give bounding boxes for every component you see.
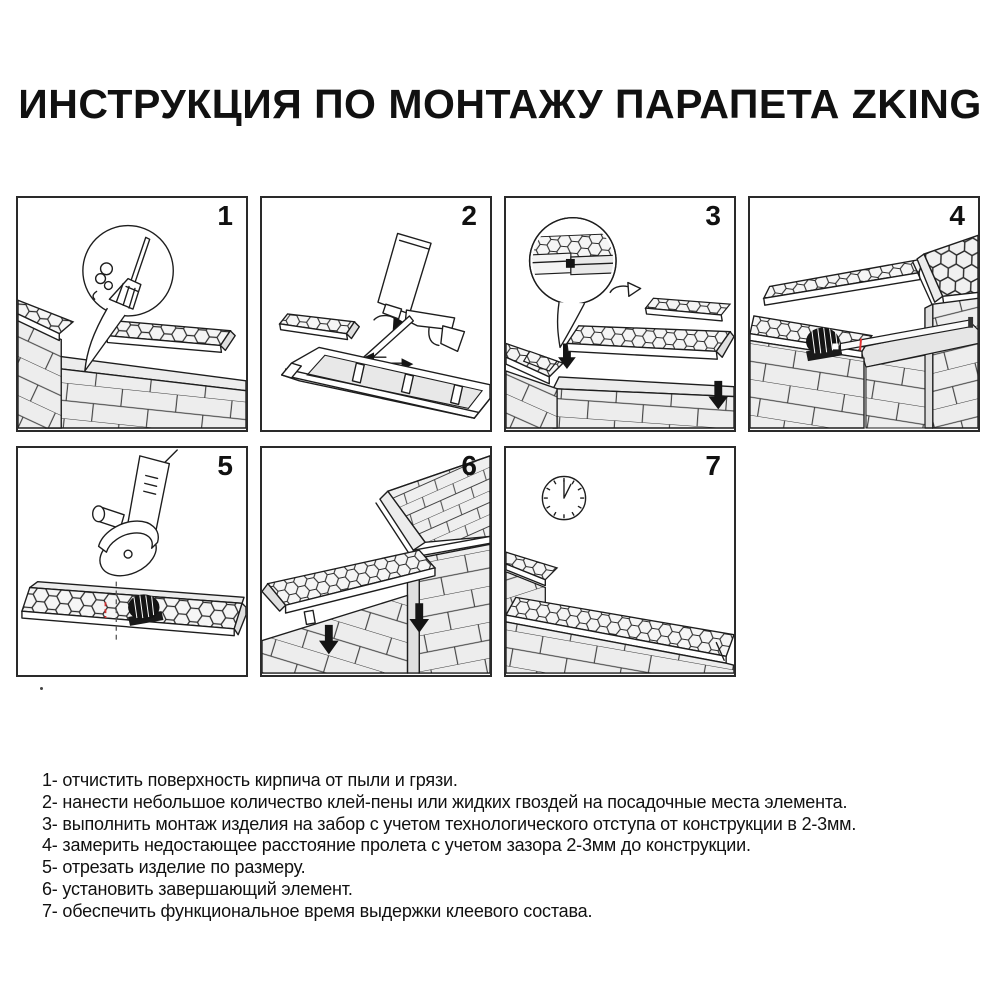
angle-grinder-icon bbox=[93, 450, 178, 584]
panel-step-5 bbox=[16, 446, 248, 677]
large-parapet-element bbox=[567, 326, 734, 359]
flipped-element-channel bbox=[282, 347, 490, 418]
instruction-item-7: 7- обеспечить функциональное время выдержки клеевого состава. bbox=[42, 900, 593, 921]
instruction-list bbox=[42, 770, 856, 923]
clock-icon bbox=[542, 476, 585, 519]
cleaning-callout bbox=[83, 226, 173, 371]
panel-step-6 bbox=[260, 446, 492, 677]
panel-number: 6 bbox=[461, 450, 477, 481]
panel-number: 4 bbox=[949, 200, 965, 231]
panel-5-illustration bbox=[18, 448, 246, 675]
panel-7-illustration bbox=[506, 448, 734, 675]
instruction-item-4: 4- замерить недостающее расстояние пролета с учетом зазора 2-3мм до конструкции. bbox=[42, 835, 751, 856]
small-parapet-element bbox=[280, 314, 360, 340]
panel-6-illustration bbox=[262, 448, 490, 675]
page-title: ИНСТРУКЦИЯ ПО МОНТАЖУ ПАРАПЕТА ZKING bbox=[18, 81, 982, 128]
panel-step-3 bbox=[504, 196, 736, 432]
parapet-element bbox=[106, 321, 235, 352]
panel-number: 1 bbox=[217, 200, 233, 231]
corner-roof bbox=[913, 235, 978, 306]
instruction-item-3: 3- выполнить монтаж изделия на забор с учетом технологического отступа от конструкции в 2-3мм. bbox=[42, 813, 857, 834]
flip-arrow-icon bbox=[610, 283, 640, 297]
panel-2-illustration bbox=[262, 198, 490, 430]
panel-1-illustration bbox=[18, 198, 246, 430]
red-mark bbox=[860, 339, 861, 351]
panel-number: 3 bbox=[705, 200, 721, 231]
panel-3-illustration bbox=[506, 198, 734, 430]
panel-step-2 bbox=[260, 196, 492, 432]
panel-number: 2 bbox=[461, 200, 477, 231]
main-brick-wall bbox=[553, 377, 734, 428]
panel-step-7 bbox=[504, 446, 736, 677]
panel-number: 5 bbox=[217, 450, 233, 481]
foam-gun-icon bbox=[359, 233, 465, 366]
panel-step-4 bbox=[748, 196, 980, 432]
instruction-item-2: 2- нанести небольшое количество клей-пены или жидких гвоздей на посадочные места элемента. bbox=[42, 791, 848, 812]
panel-number: 7 bbox=[705, 450, 721, 481]
instruction-item-6: 6- установить завершающий элемент. bbox=[42, 878, 353, 899]
panel-4-illustration bbox=[750, 198, 978, 430]
joint-clip bbox=[304, 610, 315, 624]
finished-parapet-wall bbox=[506, 597, 734, 673]
main-brick-wall bbox=[46, 355, 246, 428]
instruction-item-1: 1- отчистить поверхность кирпича от пыли и грязи. bbox=[42, 770, 458, 790]
small-upper-element bbox=[646, 298, 731, 321]
panel-step-1 bbox=[16, 196, 248, 432]
stray-mark bbox=[40, 687, 43, 690]
floating-parapet-element bbox=[764, 259, 923, 305]
instruction-item-5: 5- отрезать изделие по размеру. bbox=[42, 857, 306, 878]
